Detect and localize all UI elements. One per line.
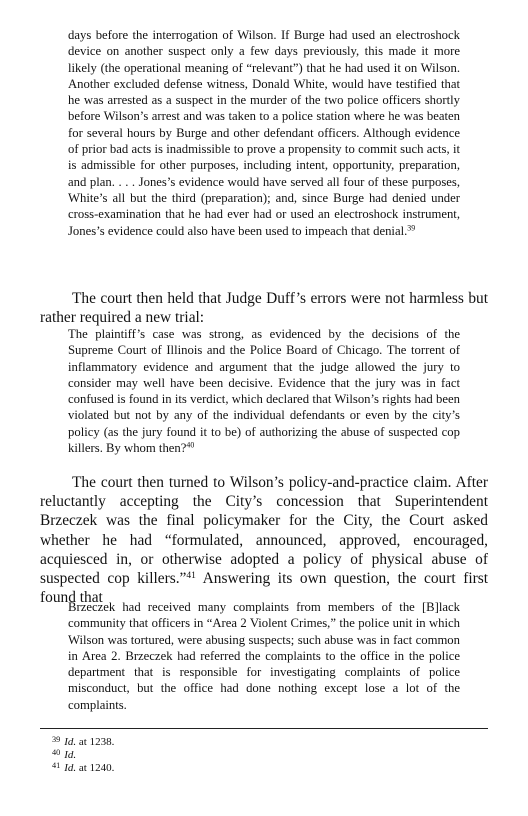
paragraph-text: The court then turned to Wilson’s policy-and-practice claim. After reluctantly accepting the City’s concession that Superintendent Brzeczek was the final policymaker for the City, the Court asked whether he had “formulated, announced, approved, encouraged, acquiesced in, or otherwise adopted a policy of physical abuse of suspected cop killers.”	[40, 474, 488, 588]
footnote-ref-40[interactable]: 40	[186, 440, 195, 450]
footnote-text: at 1238.	[76, 735, 115, 748]
footnote-number: 39	[52, 735, 61, 744]
quote-text: days before the interrogation of Wilson. If Burge had used an electroshock device on another suspect only a few days previously, this made it more likely (the operational meaning of “relevant”) that he had used it on Wilson. Another excluded defense witness, Donald White, would have testified that he was arrested as a suspect in the murder of the two police officers shortly before Wilson’s arrest and was taken to a police station where he was beaten for several hours by Burge and other defendant officers. Although evidence of prior bad acts is inadmissible to prove a propensity to commit such acts, it is admissible for other purposes, including intent, opportunity, preparation, and plan. . . . Jones’s evidence would have served all four of these purposes, White’s all but the third (preparation); and, since Burge had denied under cross-examination that he had ever had or used an electroshock instrument, Jones’s evidence could also have been used to impeach that denial.	[68, 28, 460, 238]
footnote-number: 40	[52, 748, 61, 757]
footnote-41	[52, 759, 114, 775]
paragraph-text: Answering its own question, the court first found that	[40, 570, 488, 607]
footnote-cite: Id.	[64, 735, 77, 748]
body-paragraph-1: The court then held that Judge Duff’s errors were not harmless but rather required a new trial:	[40, 290, 488, 327]
quote-text: The plaintiff’s case was strong, as evidenced by the decisions of the Supreme Court of Illinois and the Police Board of Chicago. The torrent of inflammatory evidence and argument that the judge allowed the jury to consider may well have been decisive. Evidence that the jury was in fact confused is found in its verdict, which declared that Wilson’s rights had been violated but not by any of the individual defendants or even by the city’s policy (as the jury found it to be) of authorizing the abuse of suspected cop killers. By whom then?	[68, 327, 460, 456]
footnote-cite: Id.	[64, 748, 77, 761]
footnote-number: 41	[52, 761, 61, 770]
footnote-cite: Id.	[64, 761, 77, 774]
footnote-ref-39[interactable]: 39	[407, 223, 416, 233]
block-quote-2	[68, 326, 460, 456]
footnote-text: at 1240.	[76, 761, 115, 774]
footnote-divider	[40, 728, 488, 729]
block-quote-3: Brzeczek had received many complaints from members of the [B]lack community that officers in “Area 2 Violent Crimes,” the police unit in which Wilson was tortured, were abusing suspects; such abuse was in fact common in Area 2. Brzeczek had referred the complaints to the office in the police department that is responsible for investigating complaints of police misconduct, but the office had done nothing except lose a lot of the complaints.	[68, 600, 460, 712]
block-quote-1	[68, 27, 460, 239]
body-paragraph-2	[40, 473, 488, 607]
footnote-ref-41[interactable]: 41	[186, 569, 196, 581]
